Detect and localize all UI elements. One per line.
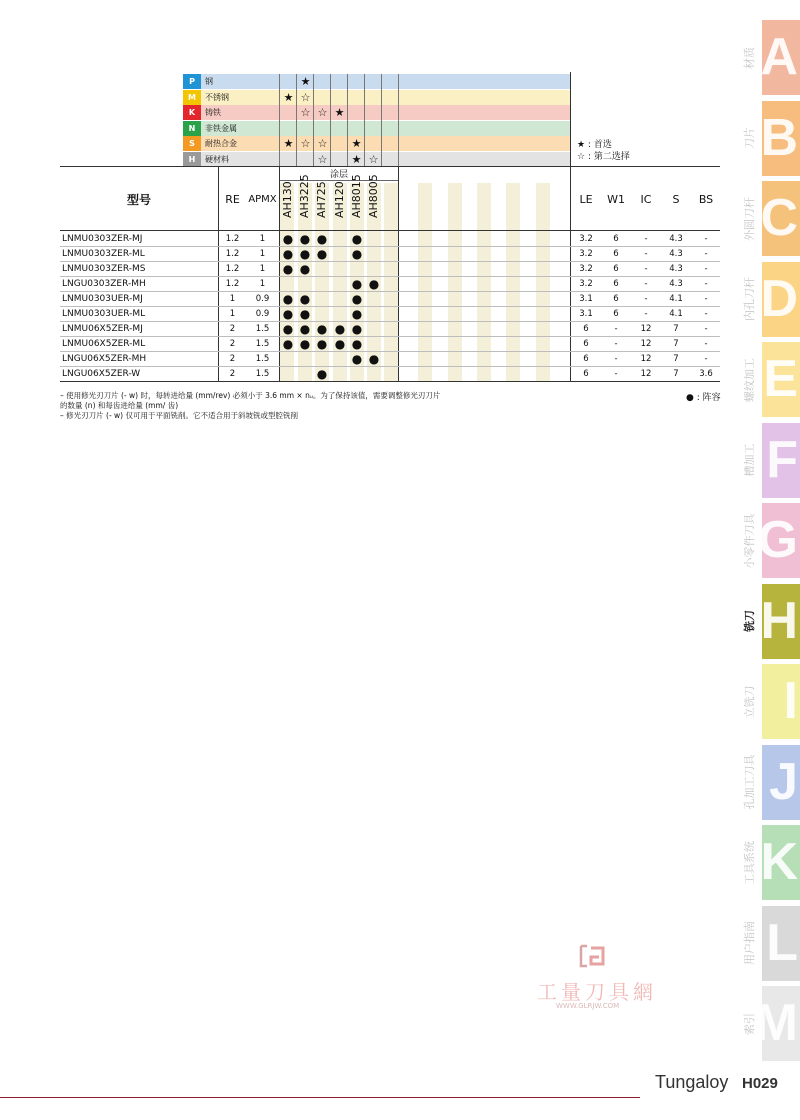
section-tab-letter: C: [760, 189, 798, 247]
material-grade-mark: [297, 121, 314, 136]
grade-stock-dot: ●: [282, 231, 294, 246]
material-grade-mark: ☆: [368, 152, 379, 166]
grade-stock-dot: ●: [334, 321, 346, 336]
material-code-badge: K: [183, 105, 201, 120]
s-cell: 4.1: [669, 293, 683, 304]
re-cell: 1.2: [225, 233, 240, 244]
ic-cell: -: [644, 263, 648, 274]
page-number: H029: [742, 1075, 778, 1092]
section-tab-g[interactable]: [743, 503, 800, 578]
bs-cell: -: [704, 308, 708, 319]
w1-cell: -: [614, 368, 618, 379]
material-grade-mark: [365, 90, 382, 105]
s-cell: 4.3: [669, 233, 683, 244]
grade-stock-dot: ●: [282, 321, 294, 336]
material-grid-line: [398, 74, 399, 167]
model-cell: LNMU0303ZER-MJ: [62, 233, 143, 244]
material-grade-mark: [280, 105, 297, 120]
material-grade-mark: ☆: [317, 152, 328, 166]
grade-stock-dot: ●: [351, 231, 363, 246]
header-re: RE: [225, 192, 240, 206]
material-grade-mark: ★: [300, 75, 311, 88]
material-grade-mark: [280, 74, 297, 89]
grade-stock-dot: [314, 276, 330, 291]
grade-stock-dot: [366, 366, 382, 381]
grade-stock-dot: ●: [316, 336, 328, 351]
re-cell: 1.2: [225, 248, 240, 259]
section-tab-i[interactable]: [743, 664, 800, 739]
material-grade-mark: [314, 121, 331, 136]
material-grade-mark: [331, 74, 348, 89]
model-cell: LNMU0303UER-ML: [62, 308, 146, 319]
grade-header: AH8005: [366, 174, 380, 218]
material-grade-mark: [348, 121, 365, 136]
model-cell: LNGU0303ZER-MH: [62, 278, 146, 289]
le-cell: 3.2: [579, 278, 593, 289]
grade-stock-dot: ●: [316, 321, 328, 336]
apmx-cell: 0.9: [255, 293, 270, 304]
w1-cell: -: [614, 338, 618, 349]
grade-stock-dot: ●: [334, 336, 346, 351]
grade-stock-dot: [349, 261, 365, 276]
material-grade-mark: [348, 90, 365, 105]
section-tab-label: 铣刀: [743, 610, 756, 632]
grade-stock-dot: [332, 276, 348, 291]
grade-stock-dot: [332, 306, 348, 321]
material-grade-mark: ☆: [300, 90, 311, 104]
grade-stock-dot: ●: [351, 291, 363, 306]
material-grade-mark: [297, 152, 314, 167]
grade-stock-dot: ●: [282, 261, 294, 276]
material-grade-mark: ☆: [300, 106, 311, 119]
section-tab-letter: B: [760, 108, 798, 167]
header-model: 型号: [126, 192, 151, 207]
apmx-cell: 1.5: [255, 353, 270, 364]
re-cell: 2: [229, 323, 236, 334]
w1-cell: -: [614, 323, 618, 334]
grade-stock-dot: ●: [299, 246, 311, 261]
w1-cell: 6: [613, 233, 619, 244]
grade-stock-dot: ●: [351, 306, 363, 321]
grade-stock-dot: [332, 366, 348, 381]
material-grade-mark: ★: [283, 137, 294, 150]
header-ic: IC: [640, 192, 652, 206]
w1-cell: -: [614, 353, 618, 364]
re-cell: 1.2: [225, 278, 240, 289]
header-le: LE: [579, 192, 593, 206]
le-cell: 6: [583, 368, 589, 379]
grade-stock-dot: ●: [316, 231, 328, 246]
col-divider: [398, 166, 399, 381]
section-tab-e[interactable]: [743, 342, 800, 417]
model-cell: LNGU06X5ZER-W: [62, 368, 141, 379]
grade-stock-dot: [332, 261, 348, 276]
grade-stock-dot: ●: [368, 276, 380, 291]
model-cell: LNGU06X5ZER-MH: [62, 353, 147, 364]
grade-stock-dot: [314, 351, 330, 366]
grade-stock-dot: ●: [299, 231, 311, 246]
grade-header: AH8015: [349, 174, 363, 218]
model-cell: LNMU0303ZER-ML: [62, 248, 145, 259]
section-tab-letter: L: [766, 913, 798, 972]
material-code-badge: P: [183, 74, 201, 89]
s-cell: 7: [673, 353, 679, 364]
section-tab-letter: I: [783, 672, 798, 730]
grade-stock-dot: ●: [351, 276, 363, 291]
section-tab-letter: H: [760, 591, 798, 650]
model-cell: LNMU0303ZER-MS: [62, 263, 146, 274]
material-grade-mark: [365, 74, 382, 89]
grade-stock-dot: ●: [316, 366, 328, 381]
le-cell: 3.2: [579, 248, 593, 259]
section-tab-m[interactable]: [743, 986, 800, 1061]
re-cell: 2: [229, 338, 236, 349]
grade-stock-dot: [332, 291, 348, 306]
grade-stock-dot: [280, 276, 296, 291]
material-grade-mark: [365, 105, 382, 120]
grade-stock-dot: [280, 366, 296, 381]
grade-header: AH3225: [297, 174, 311, 218]
material-grade-mark: [280, 152, 297, 167]
re-cell: 1: [229, 308, 236, 319]
section-tab-label: 外圆刀杆: [743, 196, 756, 241]
ic-cell: -: [644, 248, 648, 259]
s-cell: 4.3: [669, 278, 683, 289]
bs-cell: 3.6: [699, 368, 713, 379]
grade-stock-dot: [366, 261, 382, 276]
section-tab-label: 刀片: [743, 127, 756, 149]
material-grade-mark: [280, 121, 297, 136]
material-grid-line: [296, 74, 297, 167]
table-bottom-rule: [60, 381, 720, 382]
header-w1: W1: [607, 192, 625, 206]
grade-stock-dot: [366, 291, 382, 306]
s-cell: 4.3: [669, 248, 683, 259]
apmx-cell: 1.5: [255, 323, 270, 334]
material-grid-line: [347, 74, 348, 167]
grade-stock-dot: [366, 336, 382, 351]
grade-header: AH725: [314, 181, 328, 218]
model-cell: LNMU0303UER-MJ: [62, 293, 143, 304]
ic-cell: 12: [640, 368, 652, 379]
section-tab-d[interactable]: [743, 262, 800, 337]
header-s: S: [672, 192, 680, 206]
le-cell: 3.2: [579, 233, 593, 244]
grade-stock-dot: [314, 261, 330, 276]
material-code-badge: H: [183, 152, 201, 167]
ic-cell: -: [644, 233, 648, 244]
section-tab-label: 工具系统: [743, 840, 756, 885]
grade-stock-dot: [332, 246, 348, 261]
material-grade-mark: ★: [351, 137, 362, 150]
grade-stock-dot: ●: [282, 306, 294, 321]
grade-stock-dot: [314, 306, 330, 321]
legend-stock: ● : 阵容: [686, 393, 721, 403]
section-tab-label: 材质: [743, 46, 756, 69]
grade-stock-dot: [314, 291, 330, 306]
grade-stock-dot: [366, 231, 382, 246]
bs-cell: -: [704, 338, 708, 349]
s-cell: 4.1: [669, 308, 683, 319]
material-code-badge: M: [183, 90, 201, 105]
grade-header: AH130: [280, 181, 294, 218]
material-grade-mark: ☆: [300, 137, 311, 150]
material-grade-mark: [331, 136, 348, 151]
bs-cell: -: [704, 248, 708, 259]
note-line: – 使用修光刃刀片 (- w) 时，每转进给量 (mm/rev) 必须小于 3.6 mm × nᵤ。为了保持该值，需要调整修光刃刀片: [60, 391, 441, 400]
footer-rule: [0, 1097, 640, 1098]
section-tab-letter: E: [763, 350, 798, 408]
material-grade-mark: [331, 121, 348, 136]
grade-stock-dot: [349, 366, 365, 381]
section-tab-b[interactable]: [743, 101, 800, 176]
material-grid-line: [313, 74, 314, 167]
section-tab-label: 小零件刀具: [743, 513, 756, 568]
grade-stock-dot: [366, 246, 382, 261]
grade-stock-dot: [332, 351, 348, 366]
material-name: 不锈钢: [205, 92, 229, 102]
section-tab-c[interactable]: [743, 181, 800, 256]
grade-stock-dot: ●: [299, 261, 311, 276]
material-name: 钢: [205, 77, 213, 86]
re-cell: 1.2: [225, 263, 240, 274]
ic-cell: 12: [640, 353, 652, 364]
grade-stock-dot: ●: [299, 306, 311, 321]
apmx-cell: 1.5: [255, 338, 270, 349]
model-cell: LNMU06X5ZER-MJ: [62, 323, 143, 334]
material-grade-mark: ★: [351, 152, 362, 166]
grade-stock-dot: ●: [282, 336, 294, 351]
section-tab-label: 索引: [743, 1012, 756, 1035]
w1-cell: 6: [613, 308, 619, 319]
section-tab-k[interactable]: [743, 825, 800, 900]
material-grade-mark: [331, 152, 348, 167]
watermark-text: 工量刀具網: [537, 980, 657, 1004]
material-grade-mark: ★: [334, 106, 345, 119]
material-code-badge: S: [183, 136, 201, 151]
note-line: 的数量 (n) 和每齿进给量 (mm/ 齿): [60, 401, 179, 410]
le-cell: 6: [583, 338, 589, 349]
grade-stock-dot: ●: [351, 351, 363, 366]
grade-stock-dot: [280, 351, 296, 366]
le-cell: 3.1: [579, 308, 593, 319]
material-name: 硬材料: [205, 154, 229, 164]
material-grade-mark: [314, 74, 331, 89]
bs-cell: -: [704, 263, 708, 274]
material-grid-line: [330, 74, 331, 167]
section-tab-f[interactable]: [743, 423, 800, 498]
w1-cell: 6: [613, 278, 619, 289]
bs-cell: -: [704, 293, 708, 304]
s-cell: 4.3: [669, 263, 683, 274]
material-grade-mark: [348, 105, 365, 120]
w1-cell: 6: [613, 263, 619, 274]
material-grade-mark: [365, 121, 382, 136]
s-cell: 7: [673, 323, 679, 334]
apmx-cell: 1: [259, 233, 266, 244]
header-bs: BS: [698, 192, 714, 206]
s-cell: 7: [673, 368, 679, 379]
section-tab-label: 孔加工刀具: [743, 754, 756, 810]
bs-cell: -: [704, 278, 708, 289]
material-grid-line: [381, 74, 382, 167]
re-cell: 1: [229, 293, 236, 304]
section-tab-letter: M: [754, 994, 798, 1052]
legend-first-choice: ★ : 首选: [577, 140, 612, 150]
grade-stock-dot: ●: [282, 291, 294, 306]
grade-stock-dot: [297, 351, 313, 366]
ic-cell: 12: [640, 323, 652, 334]
material-grade-mark: [365, 136, 382, 151]
w1-cell: 6: [613, 248, 619, 259]
note-line: – 修光刃刀片 (- w) 仅可用于平面铣削。它不适合用于斜坡铣或型腔铣削: [60, 411, 298, 420]
header-coating: 涂层: [329, 170, 348, 180]
bs-cell: -: [704, 353, 708, 364]
le-cell: 3.1: [579, 293, 593, 304]
section-tab-letter: A: [760, 28, 798, 86]
material-grade-mark: ☆: [317, 106, 328, 119]
le-cell: 3.2: [579, 263, 593, 274]
material-name: 耐热合金: [205, 139, 237, 148]
w1-cell: 6: [613, 293, 619, 304]
section-tab-label: 内孔刀杆: [743, 277, 756, 321]
section-tab-letter: D: [760, 269, 798, 328]
grade-stock-dot: [366, 321, 382, 336]
section-tab-letter: G: [757, 511, 798, 569]
le-cell: 6: [583, 353, 589, 364]
section-tab-l[interactable]: [743, 906, 800, 981]
bs-cell: -: [704, 233, 708, 244]
grade-stock-dot: ●: [299, 336, 311, 351]
grade-stock-dot: ●: [282, 246, 294, 261]
grade-stock-dot: ●: [316, 246, 328, 261]
section-tab-label: 用户指南: [743, 921, 756, 965]
grade-stock-dot: ●: [368, 351, 380, 366]
section-tab-h[interactable]: [743, 584, 800, 659]
section-tab-a[interactable]: [743, 20, 800, 95]
grade-stock-dot: [366, 306, 382, 321]
grade-stock-dot: ●: [351, 336, 363, 351]
material-grade-mark: [314, 90, 331, 105]
re-cell: 2: [229, 353, 236, 364]
apmx-cell: 1.5: [255, 368, 270, 379]
header-apmx: APMX: [248, 193, 277, 205]
grade-stock-dot: ●: [351, 246, 363, 261]
apmx-cell: 1: [259, 263, 266, 274]
section-tab-letter: J: [769, 752, 798, 811]
re-cell: 2: [229, 368, 236, 379]
grade-header: AH120: [332, 181, 346, 218]
legend-second-choice: ☆ : 第二选择: [577, 152, 630, 162]
material-grade-mark: ☆: [317, 137, 328, 150]
material-grid-line: [364, 74, 365, 167]
apmx-cell: 1: [259, 278, 266, 289]
section-tab-letter: K: [760, 833, 798, 891]
material-name: 非铁金属: [205, 123, 237, 133]
watermark-logo-icon: [577, 944, 607, 972]
section-tab-letter: F: [766, 430, 798, 489]
le-cell: 6: [583, 323, 589, 334]
grade-stock-dot: ●: [299, 321, 311, 336]
material-code-badge: N: [183, 121, 201, 136]
apmx-cell: 1: [259, 248, 266, 259]
grade-stock-dot: [332, 231, 348, 246]
material-grade-mark: ★: [283, 90, 294, 104]
section-tab-label: 螺纹加工: [743, 357, 756, 402]
grade-stock-dot: ●: [351, 321, 363, 336]
material-grade-mark: [348, 74, 365, 89]
material-name: 铸铁: [205, 108, 221, 117]
grade-stock-dot: ●: [299, 291, 311, 306]
grade-stock-dot: [297, 276, 313, 291]
watermark-url: WWW.GLRJW.COM: [556, 1002, 620, 1010]
ic-cell: 12: [640, 338, 652, 349]
grade-stock-dot: [297, 366, 313, 381]
apmx-cell: 0.9: [255, 308, 270, 319]
section-tab-label: 立铣刀: [743, 685, 756, 718]
footer-brand: Tungaloy: [655, 1072, 729, 1092]
model-cell: LNMU06X5ZER-ML: [62, 338, 146, 349]
material-grade-mark: [331, 90, 348, 105]
section-tab-label: 槽加工: [743, 443, 756, 477]
bs-cell: -: [704, 323, 708, 334]
ic-cell: -: [644, 278, 648, 289]
ic-cell: -: [644, 308, 648, 319]
section-tab-j[interactable]: [743, 745, 800, 820]
s-cell: 7: [673, 338, 679, 349]
ic-cell: -: [644, 293, 648, 304]
material-grid-line: [279, 74, 280, 167]
